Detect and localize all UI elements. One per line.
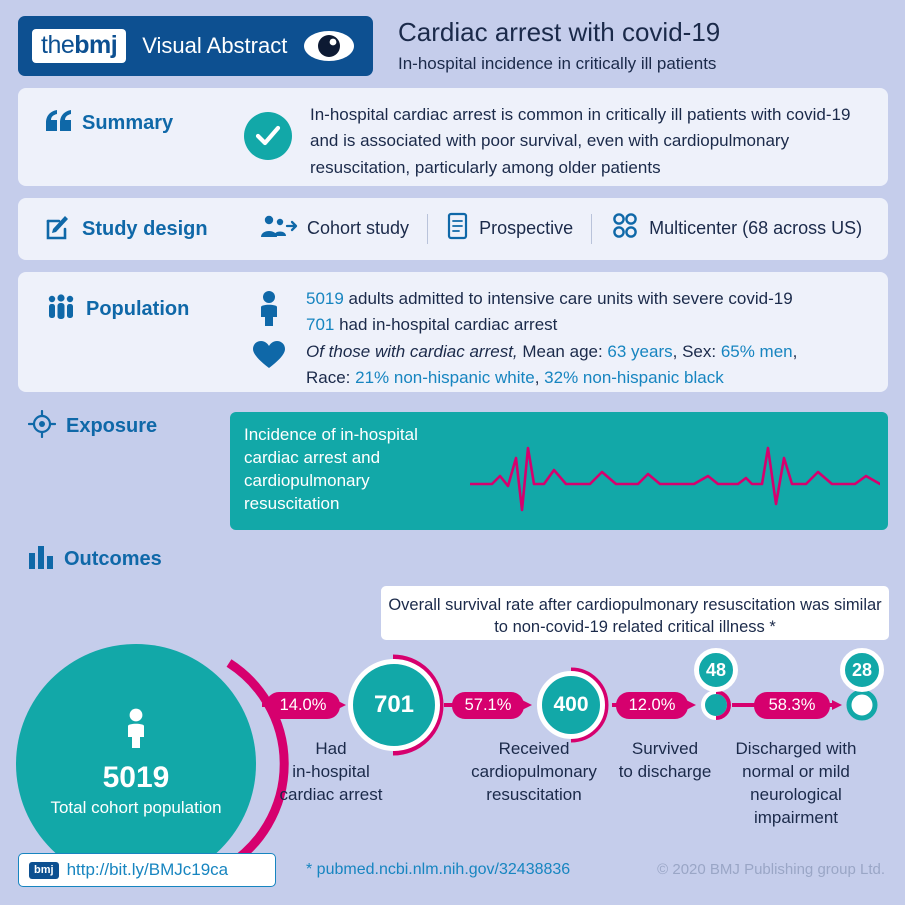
caption-2: Received cardiopulmonary resuscitation	[471, 739, 597, 804]
population-age-label: Mean age:	[517, 341, 608, 361]
target-icon	[28, 410, 56, 443]
eye-icon	[303, 29, 355, 63]
header	[18, 16, 888, 78]
design-item-multicenter	[592, 212, 880, 245]
node-circle-3: 48	[694, 648, 738, 692]
population-line3-comma: ,	[792, 341, 798, 361]
node-circle-2: 400	[537, 671, 605, 739]
population-heading	[46, 294, 189, 325]
population-total-value: 5019	[306, 289, 344, 308]
ecg-waveform-icon	[470, 418, 880, 529]
population-race-value-2: 32% non-hispanic black	[544, 368, 724, 388]
bmj-logo-the: the	[41, 31, 75, 59]
population-total-text: adults admitted to intensive care units with severe covid-19	[343, 289, 793, 308]
population-lines	[306, 286, 886, 391]
design-label-cohort: Cohort study	[307, 218, 410, 238]
header-titles	[398, 18, 898, 74]
pencil-square-icon	[46, 214, 72, 245]
check-circle-icon	[244, 112, 292, 160]
design-item-prospective	[428, 212, 591, 245]
multi-site-icon	[610, 212, 640, 245]
population-line-2	[306, 312, 886, 338]
node-circle-1: 701	[348, 659, 440, 751]
population-race-label: Race:	[306, 368, 356, 388]
footer-link[interactable]	[18, 853, 276, 887]
study-design-heading	[46, 214, 208, 245]
population-line-4	[306, 365, 886, 391]
design-label-multicenter: Multicenter (68 across US)	[649, 218, 863, 238]
exposure-heading	[28, 410, 157, 443]
population-race-sep: ,	[534, 368, 545, 388]
bmj-logo	[32, 29, 126, 63]
population-line-1	[306, 286, 886, 312]
population-panel	[18, 272, 888, 392]
people-group-arrow-icon	[258, 212, 298, 245]
population-line-3	[306, 339, 886, 365]
people-icon	[46, 294, 76, 325]
page-title: Cardiac arrest with covid-19	[398, 17, 721, 47]
population-arrest-text: had in-hospital cardiac arrest	[334, 315, 558, 335]
study-design-title: Study design	[82, 218, 208, 240]
population-title: Population	[86, 298, 190, 320]
population-race-value-1: 21% non-hispanic white	[355, 368, 535, 388]
outcomes-callout	[381, 586, 889, 640]
pct-badge-1: 14.0%	[266, 692, 340, 719]
caption-3: Survived to discharge	[618, 739, 712, 781]
population-sex-label: , Sex:	[672, 341, 721, 361]
exposure-panel	[230, 412, 888, 530]
pct-badge-3: 12.0%	[616, 692, 688, 719]
design-label-prospective: Prospective	[479, 218, 574, 238]
pct-badge-4: 58.3%	[754, 692, 830, 719]
cohort-value: 5019	[102, 761, 170, 795]
outcomes-heading	[28, 544, 162, 575]
bmj-small-logo: bmj	[29, 862, 59, 879]
document-arrow-icon	[446, 212, 470, 245]
page-subtitle: In-hospital incidence in critically ill patients	[398, 53, 717, 73]
population-arrest-value: 701	[306, 315, 335, 335]
heart-icon	[252, 340, 286, 375]
person-icon	[256, 290, 282, 333]
footer-copyright: © 2020 BMJ Publishing group Ltd.	[657, 861, 885, 878]
bmj-logo-box	[18, 16, 373, 76]
summary-heading	[46, 110, 173, 137]
design-item-cohort	[240, 212, 427, 245]
bmj-logo-bmj: bmj	[74, 31, 118, 59]
population-age-value: 63 years	[607, 341, 673, 361]
study-design-panel	[18, 198, 888, 260]
summary-panel	[18, 88, 888, 186]
population-sex-value: 65% men	[720, 341, 793, 361]
person-icon	[122, 708, 150, 755]
quote-icon	[46, 110, 72, 137]
outcomes-callout-text: Overall survival rate after cardiopulmonary resuscitation was similar to non-covid-19 related critical illness *	[388, 596, 882, 637]
pct-badge-2: 57.1%	[452, 692, 524, 719]
visual-abstract-label: Visual Abstract	[142, 33, 288, 58]
outcomes-title: Outcomes	[64, 548, 162, 570]
footer-reference[interactable]: * pubmed.ncbi.nlm.nih.gov/32438836	[306, 861, 571, 878]
footer-url[interactable]: http://bit.ly/BMJc19ca	[66, 860, 229, 879]
population-subgroup-prefix: Of those with cardiac arrest,	[306, 341, 518, 361]
node-circle-4: 28	[840, 648, 884, 692]
summary-title: Summary	[82, 112, 174, 134]
cohort-circle	[16, 644, 256, 884]
summary-text: In-hospital cardiac arrest is common in critically ill patients with covid-19 and is associated with poor survival, even with cardiopulmonary resuscitation, particularly among older patients	[310, 105, 851, 177]
exposure-title: Exposure	[66, 415, 158, 437]
exposure-text: Incidence of in-hospital cardiac arrest and cardiopulmonary resuscitation	[244, 425, 418, 513]
caption-1: Had in-hospital cardiac arrest	[279, 739, 383, 804]
study-design-items	[240, 212, 880, 245]
bar-chart-icon	[28, 544, 54, 575]
caption-4: Discharged with normal or mild neurological impairment	[735, 739, 857, 827]
cohort-label: Total cohort population	[50, 798, 222, 818]
